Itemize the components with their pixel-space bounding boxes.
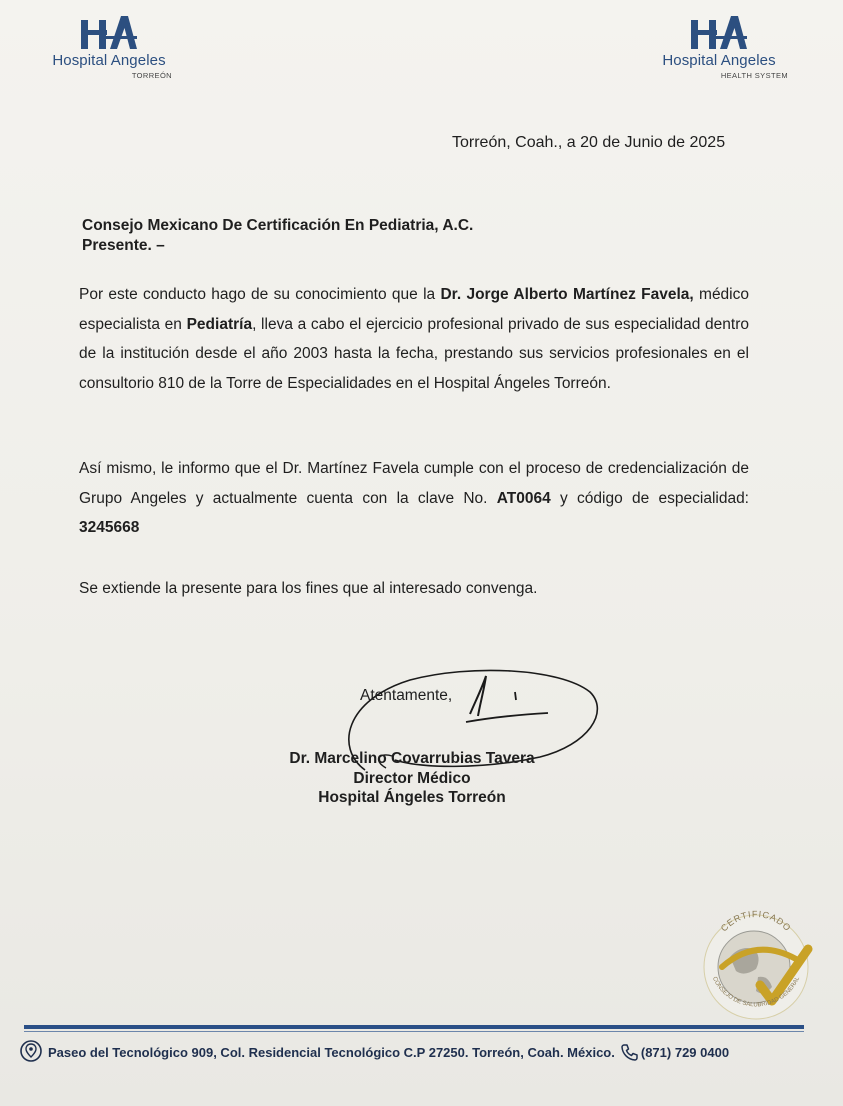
date-line: Torreón, Coah., a 20 de Junio de 2025 bbox=[452, 134, 726, 151]
footer bbox=[20, 1038, 729, 1066]
signer-title: Director Médico bbox=[353, 769, 471, 787]
recipient-name: Consejo Mexicano De Certificación En Pediatria, A.C. bbox=[82, 217, 474, 234]
p1-text-post: , lleva a cabo el ejercicio profesional privado de sus especialidad dentro de la institución desde el año 2003 hasta la fecha, prestando sus servicios profesionales en el consultorio 810 de la Torre de Especialidades en el Hospital Ángeles Torreón. bbox=[79, 315, 750, 392]
footer-phone: (871) 729 0400 bbox=[640, 1044, 730, 1060]
footer-address: Paseo del Tecnológico 909, Col. Residencial Tecnológico C.P 27250. Torreón, Coah. México. bbox=[48, 1044, 615, 1060]
closing-text: Atentamente, bbox=[360, 687, 453, 704]
p2-text-mid: y código de especialidad: bbox=[550, 489, 749, 507]
logo-subtitle-right: HEALTH SYSTEM bbox=[720, 70, 788, 80]
seal-top-text: CERTIFICADO bbox=[718, 908, 794, 934]
signer-name: Dr. Marcelino Covarrubias Tavera bbox=[289, 750, 535, 767]
recipient-salutation: Presente. – bbox=[82, 237, 165, 254]
specialty-code: 3245668 bbox=[79, 519, 140, 536]
location-pin-icon bbox=[20, 1038, 42, 1066]
certification-seal-icon bbox=[696, 897, 816, 1027]
logo-name-left: Hospital Angeles bbox=[52, 52, 166, 69]
p2-text-pre: Así mismo, le informo que el Dr. Martínez Favela cumple con el proceso de credencialización de Grupo Angeles y actualmente cuenta con la clave No. bbox=[79, 460, 749, 507]
p1-text-pre: Por este conducto hago de su conocimiento que la bbox=[79, 286, 441, 303]
footer-divider-thin bbox=[24, 1031, 804, 1032]
clave-number: AT0064 bbox=[496, 489, 551, 507]
specialty: Pediatría bbox=[186, 315, 253, 333]
doctor-name: Dr. Jorge Alberto Martínez Favela, bbox=[440, 286, 694, 303]
body-paragraph-3: Se extiende la presente para los fines que al interesado convenga. bbox=[79, 580, 538, 597]
phone-icon bbox=[621, 1043, 639, 1061]
signer-block bbox=[262, 749, 562, 808]
logo-name-right: Hospital Angeles bbox=[662, 52, 776, 69]
logo-subtitle-left: TORREÓN bbox=[131, 70, 172, 80]
p1-text-mid: médico especialista en bbox=[79, 286, 749, 333]
signer-institution: Hospital Ángeles Torreón bbox=[318, 789, 506, 806]
footer-divider bbox=[24, 1025, 804, 1029]
seal-bottom-text: CONSEJO DE SALUBRIDAD GENERAL bbox=[710, 976, 802, 1009]
